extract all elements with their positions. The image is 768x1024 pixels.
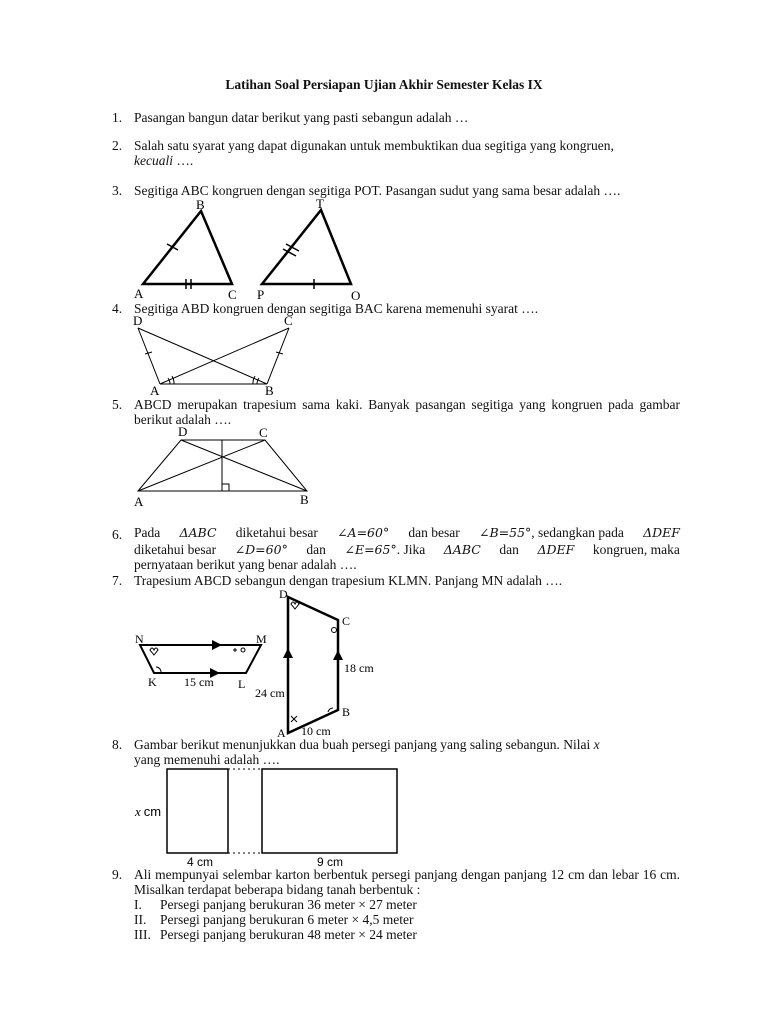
text-segment: diketahui besar [235, 525, 318, 540]
list-item [134, 927, 680, 942]
vertex-label-c: C [284, 313, 293, 328]
vertex-label-b: B [265, 383, 274, 398]
side-label-x [134, 804, 161, 819]
question-number: 9. [112, 867, 123, 882]
math-triangle-abc: ΔABC [179, 525, 217, 540]
math-angle-e: ∠E=65° [344, 542, 397, 557]
question-number: 2. [112, 138, 123, 153]
length-label-bc: 18 cm [344, 661, 374, 675]
question-number: 6. [112, 527, 123, 542]
vertex-label-b: B [300, 492, 309, 507]
length-label-ad: 24 cm [255, 686, 285, 700]
text-segment: dan [306, 542, 326, 557]
math-triangle-def: ΔDEF [643, 525, 680, 540]
roman-numeral: III. [134, 927, 151, 942]
vertex-label-a: A [134, 286, 144, 301]
question-number: 8. [112, 737, 123, 752]
width-label-large: 9 cm [317, 855, 344, 869]
vertex-label-o: O [351, 288, 361, 303]
question-number: 7. [112, 573, 123, 588]
vertex-label-t: T [316, 196, 324, 211]
vertex-label-c: C [342, 614, 351, 628]
variable-x: x [593, 737, 600, 752]
question-text: Gambar berikut menunjukkan dua buah persegi panjang yang saling sebangun. Nilai [134, 737, 591, 752]
question-text: Trapesium ABCD sebangun dengan trapesium KLMN. Panjang MN adalah …. [134, 573, 563, 588]
length-label-kl: 15 cm [184, 675, 214, 689]
list-item [134, 897, 680, 912]
rectangle-small [167, 769, 228, 853]
vertex-label-d: D [178, 424, 188, 439]
vertex-label-b: B [342, 705, 351, 719]
vertex-label-c: C [259, 425, 268, 440]
text-segment: dan besar [408, 525, 460, 540]
question-text: Salah satu syarat yang dapat digunakan untuk membuktikan dua segitiga yang kongruen, [134, 138, 614, 153]
text-segment: . Jika [396, 542, 426, 557]
math-angle-d: ∠D=60° [234, 542, 288, 557]
math-angle-b: ∠B=55° [479, 525, 532, 540]
vertex-label-p: P [257, 287, 265, 302]
page-title: Latihan Soal Persiapan Ujian Akhir Semester Kelas IX [225, 77, 543, 92]
question-text: Ali mempunyai selembar karton berbentuk persegi panjang dengan panjang 12 cm dan lebar 16 cm. Misalkan terdapat beberapa bidang tanah berbentuk : [134, 867, 680, 897]
math-triangle-def: ΔDEF [537, 542, 575, 557]
question-9 [112, 867, 680, 942]
vertex-label-a: A [277, 726, 286, 740]
variable-x: x [135, 804, 141, 819]
math-angle-a: ∠A=60° [337, 525, 390, 540]
rectangle-large [262, 769, 397, 853]
text-segment: dan [499, 542, 519, 557]
question-number: 1. [112, 110, 123, 125]
question-text: ABCD merupakan trapesium sama kaki. Banyak pasangan segitiga yang kongruen pada gambar berikut adalah …. [134, 397, 680, 427]
vertex-label-a: A [150, 383, 160, 398]
text-segment: , sedangkan pada [531, 525, 624, 540]
vertex-label-n: N [135, 632, 144, 646]
option-list [134, 897, 680, 942]
length-label-ab: 10 cm [301, 724, 331, 738]
roman-numeral: II. [134, 912, 147, 927]
text-segment: kongruen, maka [592, 542, 680, 557]
list-item-text: Persegi panjang berukuran 36 meter × 27 meter [160, 897, 417, 912]
list-item-text: Persegi panjang berukuran 6 meter × 4,5 meter [160, 912, 414, 927]
question-italic: kecuali [134, 153, 173, 168]
roman-numeral: I. [134, 897, 142, 912]
list-item [134, 912, 680, 927]
question-text: Segitiga ABD kongruen dengan segitiga BAC karena memenuhi syarat …. [134, 301, 539, 316]
vertex-label-d: D [133, 313, 143, 328]
vertex-label-c: C [228, 287, 237, 302]
question-text: Segitiga ABC kongruen dengan segitiga POT. Pasangan sudut yang sama besar adalah …. [134, 183, 621, 198]
text-segment: diketahui besar [134, 542, 217, 557]
question-tail: …. [172, 153, 194, 168]
math-triangle-abc: ΔABC [443, 542, 481, 557]
vertex-label-d: D [279, 587, 288, 601]
question-number: 3. [112, 183, 123, 198]
width-label-small: 4 cm [187, 855, 214, 869]
vertex-label-m: M [256, 632, 267, 646]
vertex-label-l: L [238, 677, 246, 691]
text-segment: Pada [134, 525, 161, 540]
unit-cm: cm [143, 804, 162, 819]
question-number: 5. [112, 397, 123, 412]
list-item-text: Persegi panjang berukuran 48 meter × 24 meter [160, 927, 417, 942]
vertex-label-a: A [134, 494, 144, 509]
question-text: Pasangan bangun datar berikut yang pasti sebangun adalah … [134, 110, 469, 125]
question-number: 4. [112, 301, 123, 316]
vertex-label-k: K [148, 675, 157, 689]
question-text-line-2: yang memenuhi adalah …. [134, 752, 280, 767]
q6-line-3: pernyataan berikut yang benar adalah …. [134, 557, 357, 572]
vertex-label-b: B [196, 197, 205, 212]
